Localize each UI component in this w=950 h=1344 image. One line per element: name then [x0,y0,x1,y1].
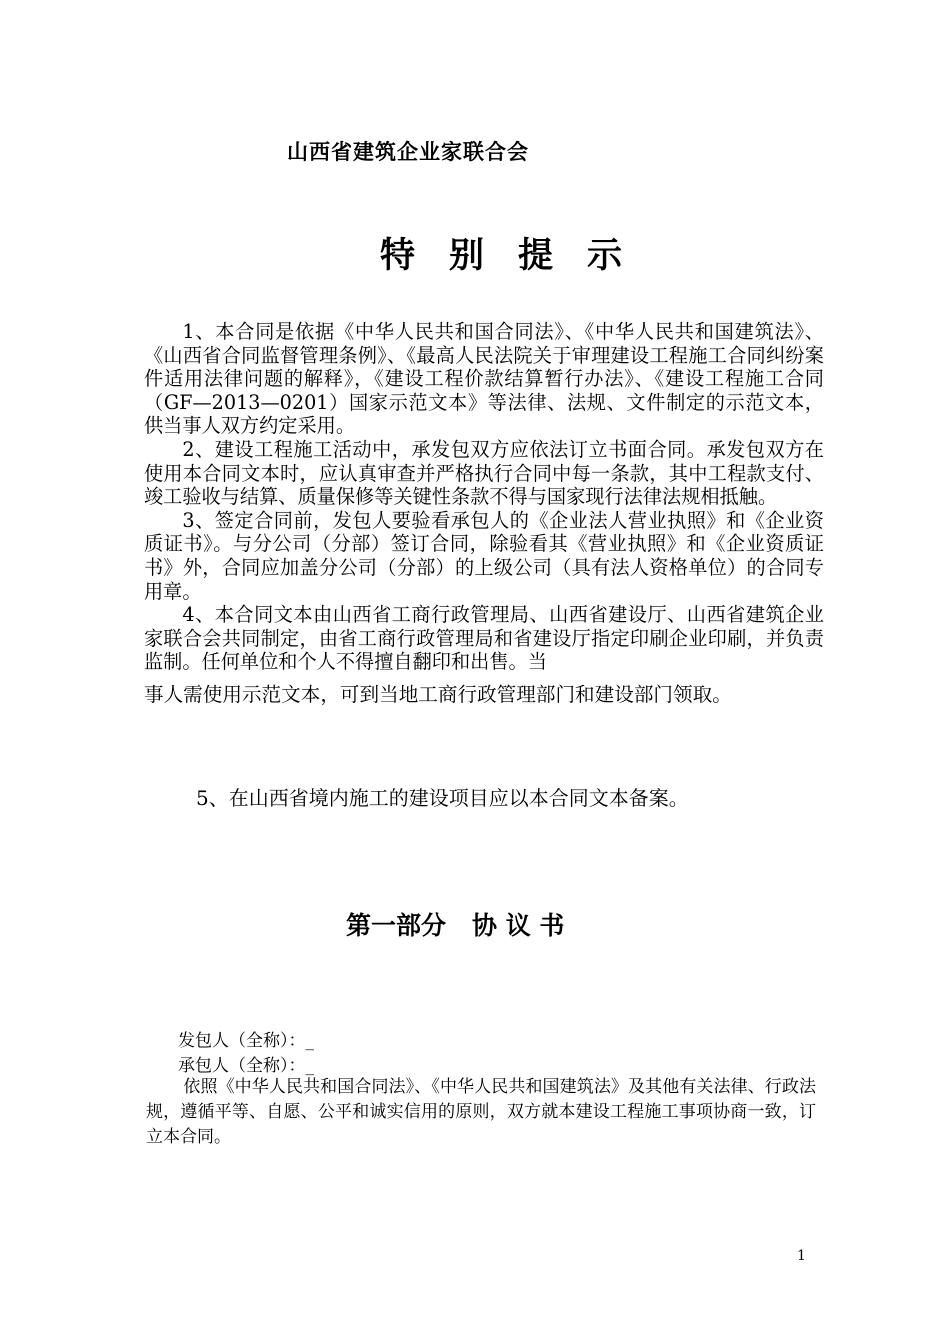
notice-item-4-text: 4、本合同文本由山西省工商行政管理局、山西省建设厅、山西省建筑企业家联合会共同制定，由省工商行政管理局和省建设厅指定印刷企业印刷，并负责监制。任何单位和个人不得擅自翻印和出售。当 [144,603,824,674]
special-notice-title: 特别提示 [380,235,657,276]
notice-item-4-tail: 事人需使用示范文本，可到当地工商行政管理部门和建设部门领取。 [144,682,732,706]
part-name: 协 议 书 [472,911,565,940]
notice-item-5: 5、在山西省境内施工的建设项目应以本合同文本备案。 [196,786,689,810]
notice-item-3: 3、签定合同前，发包人要验看承包人的《企业法人营业执照》和《企业资质证书》。与分公司（分部）签订合同，除验看其《营业执照》和《企业资质证书》外，合同应加盖分公司（分部）的上级公司（具有法人资格单位）的合同专用章。 [144,508,824,603]
notice-item-2: 2、建设工程施工活动中，承发包双方应依法订立书面合同。承发包双方在使用本合同文本时，应认真审查并严格执行合同中每一条款，其中工程款支付、竣工验收与结算、质量保修等关键性条款不得与国家现行法律法规相抵触。 [144,437,824,509]
notice-item-4 [144,603,824,710]
notice-list [144,320,824,710]
organization-title: 山西省建筑企业家联合会 [287,139,529,164]
employer-field: 发包人（全称）：_ [178,1031,314,1051]
contractor-field: 承包人（全称）：_ [178,1056,314,1076]
page-number: 1 [797,1248,806,1264]
part-one-title [346,906,564,942]
agreement-preamble: 依照《中华人民共和国合同法》、《中华人民共和国建筑法》及其他有关法律、行政法规，遵循平等、自愿、公平和诚实信用的原则，双方就本建设工程施工事项协商一致，订立本合同。 [146,1077,816,1147]
notice-item-1: 1、本合同是依据《中华人民共和国合同法》、《中华人民共和国建筑法》、《山西省合同监督管理条例》、《最高人民法院关于审理建设工程施工合同纠纷案件适用法律问题的解释》，《建设工程价款结算暂行办法》、《建设工程施工合同（GF—2013—0201）国家示范文本》等法律、法规、文件制定的示范文本，供当事人双方约定采用。 [144,320,824,438]
part-label: 第一部分 [346,911,447,940]
